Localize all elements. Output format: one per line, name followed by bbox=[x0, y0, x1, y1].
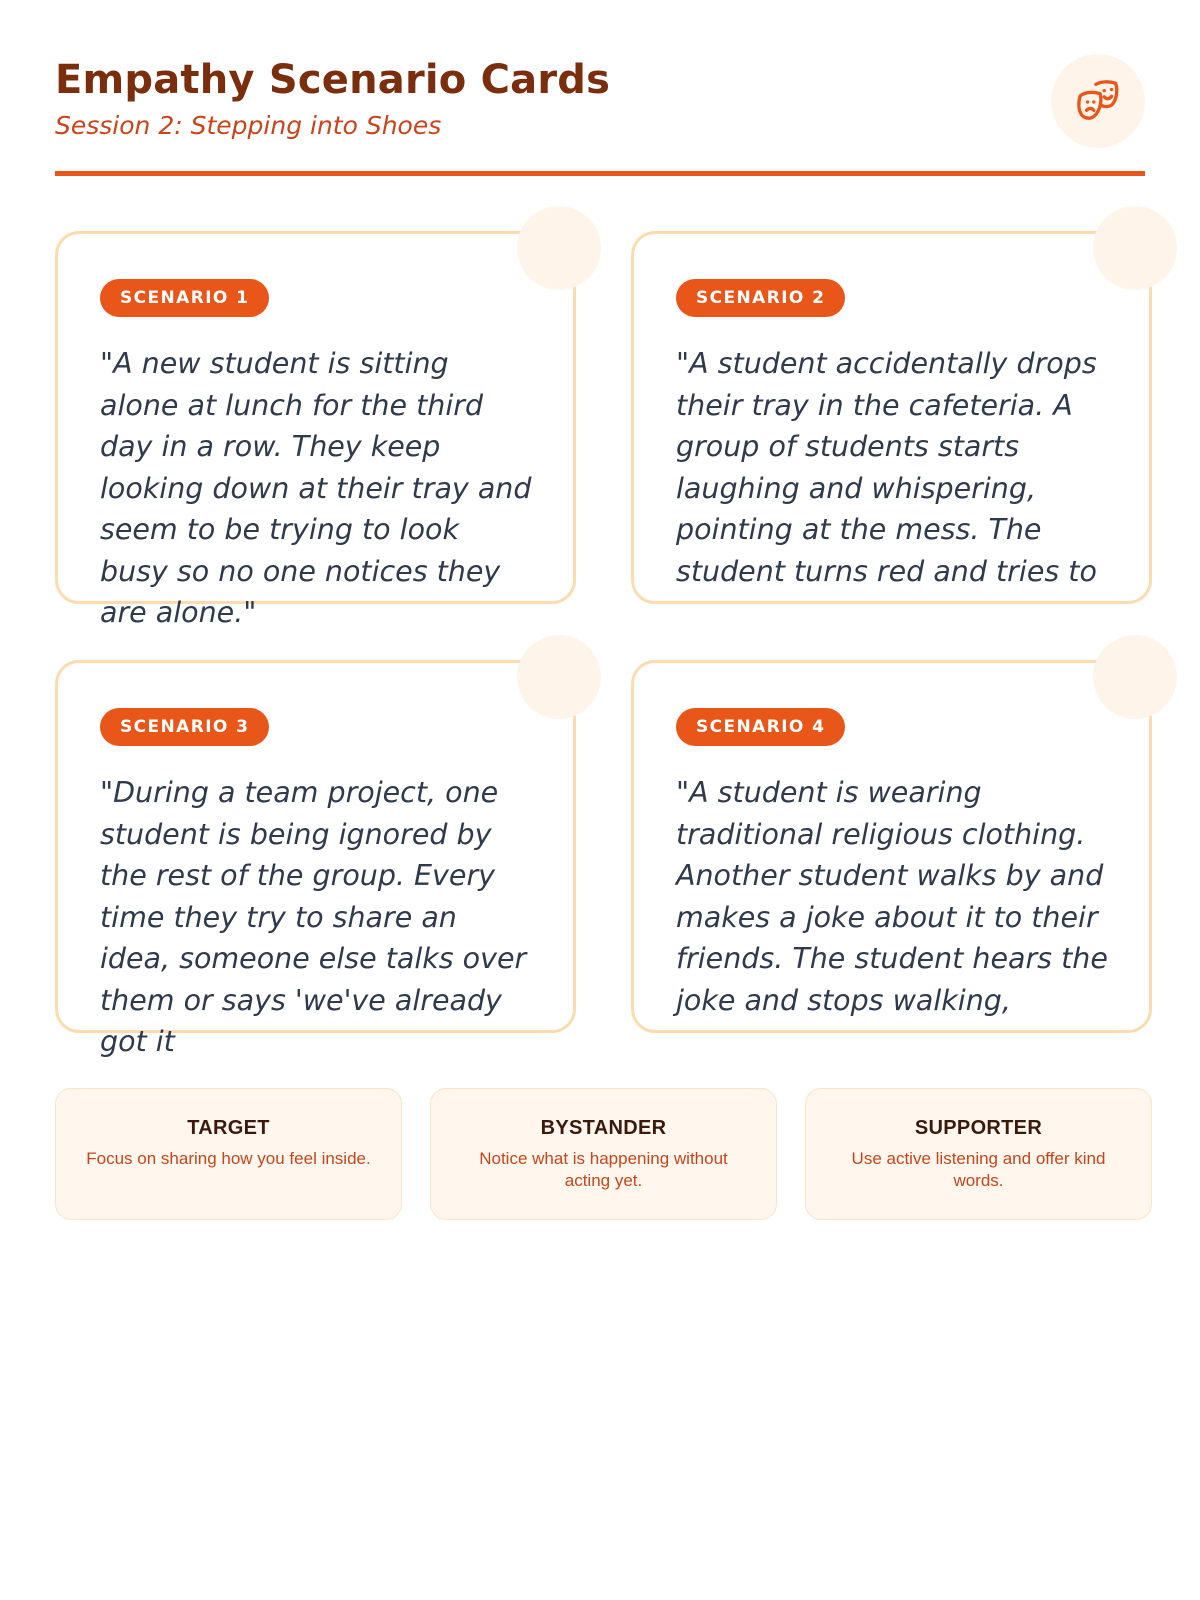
roles-row bbox=[55, 1088, 1145, 1220]
scenario-badge: SCENARIO 1 bbox=[100, 279, 269, 317]
page-subtitle: Session 2: Stepping into Shoes bbox=[55, 111, 442, 140]
scenario-card[interactable] bbox=[631, 660, 1152, 1033]
card-corner-decoration bbox=[1093, 635, 1177, 719]
scenario-card[interactable] bbox=[55, 231, 576, 629]
role-card-bystander bbox=[430, 1088, 777, 1220]
scenario-text: "A student is wearing traditional religious clothing. Another student walks by and makes a joke about it to their friends. The student hears the joke and stops walking, bbox=[676, 776, 1108, 1017]
role-card-target bbox=[55, 1088, 402, 1220]
card-corner-decoration bbox=[517, 206, 601, 290]
scenario-card[interactable] bbox=[631, 231, 1152, 604]
scenario-text: "A student accidentally drops their tray in the cafeteria. A group of students starts laughing and whispering, pointing at the mess. The student turns red and tries to bbox=[676, 347, 1097, 588]
role-description: Focus on sharing how you feel inside. bbox=[86, 1149, 371, 1168]
scenario-grid bbox=[55, 231, 1145, 1058]
scenario-badge: SCENARIO 4 bbox=[676, 708, 845, 746]
card-corner-decoration bbox=[517, 635, 601, 719]
scenario-badge: SCENARIO 3 bbox=[100, 708, 269, 746]
role-name: BYSTANDER bbox=[540, 1117, 667, 1139]
scenario-text: "A new student is sitting alone at lunch for the third day in a row. They keep looking down at their tray and seem to be trying to look busy so no one notices they are alone." bbox=[100, 347, 532, 629]
header bbox=[55, 56, 1145, 176]
scenario-badge: SCENARIO 2 bbox=[676, 279, 845, 317]
scenario-card[interactable] bbox=[55, 660, 576, 1058]
role-name: TARGET bbox=[187, 1117, 270, 1139]
theater-masks-icon bbox=[1073, 76, 1123, 126]
theater-masks-badge bbox=[1051, 54, 1145, 148]
card-corner-decoration bbox=[1093, 206, 1177, 290]
role-description: Use active listening and offer kind words. bbox=[851, 1149, 1106, 1190]
scenario-text: "During a team project, one student is being ignored by the rest of the group. Every time they try to share an idea, someone else talks over them or says 'we've already got it bbox=[100, 776, 527, 1058]
page-title: Empathy Scenario Cards bbox=[55, 57, 611, 103]
role-name: SUPPORTER bbox=[914, 1117, 1043, 1139]
role-description: Notice what is happening without acting yet. bbox=[479, 1149, 728, 1190]
role-card-supporter bbox=[805, 1088, 1152, 1220]
